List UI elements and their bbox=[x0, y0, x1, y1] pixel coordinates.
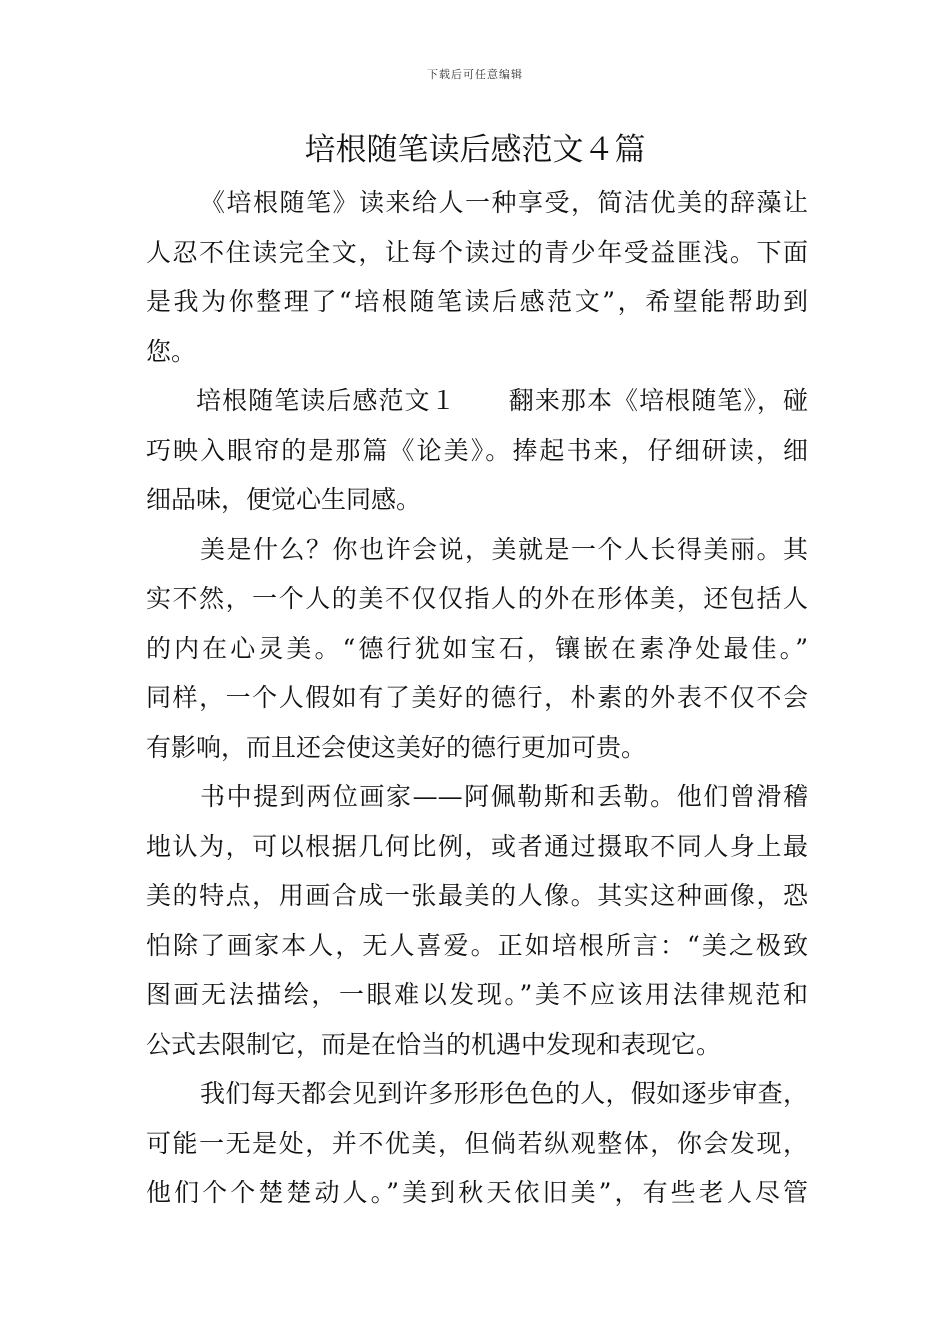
body-line: 美是什么？你也许会说，美就是一个人长得美丽。其 bbox=[200, 534, 808, 564]
document-body bbox=[146, 178, 808, 1218]
body-line: 《培根随笔》读来给人一种享受，简洁优美的辞藻让 bbox=[200, 188, 808, 217]
body-line: 同样，一个人假如有了美好的德行，朴素的外表不仅不会 bbox=[146, 683, 808, 712]
body-line: 公式去限制它，而是在恰当的机遇中发现和表现它。 bbox=[146, 1029, 722, 1059]
body-line: 可能一无是处，并不优美，但倘若纵观整体，你会发现， bbox=[146, 1128, 808, 1158]
body-line: 有影响，而且还会使这美好的德行更加可贵。 bbox=[146, 732, 647, 762]
body-line: 实不然，一个人的美不仅仅指人的外在形体美，还包括人 bbox=[146, 584, 808, 613]
body-line: 怕除了画家本人，无人喜爱。正如培根所言：“美之极致 bbox=[146, 930, 808, 960]
body-line: 美的特点，用画合成一张最美的人像。其实这种画像，恐 bbox=[146, 881, 808, 910]
body-line: 他们个个楚楚动人。”美到秋天依旧美”，有些老人尽管 bbox=[146, 1178, 808, 1207]
body-line: 细品味，便觉心生同感。 bbox=[146, 485, 422, 514]
body-line: 图画无法描绘，一眼难以发现。”美不应该用法律规范和 bbox=[146, 980, 808, 1009]
page-header-note: 下载后可任意编辑 bbox=[427, 68, 523, 81]
body-line: 巧映入眼帘的是那篇《论美》。捧起书来，仔细研读，细 bbox=[146, 435, 808, 465]
body-line: 培根随笔读后感范文１ 翻来那本《培根随笔》，碰 bbox=[196, 386, 808, 415]
body-line: 人忍不住读完全文，让每个读过的青少年受益匪浅。下面 bbox=[146, 237, 808, 267]
body-line: 是我为你整理了“培根随笔读后感范文”，希望能帮助到 bbox=[146, 287, 808, 316]
document-title: 培根随笔读后感范文４篇 bbox=[304, 132, 646, 168]
body-line: 您。 bbox=[146, 336, 197, 366]
body-line: 地认为，可以根据几何比例，或者通过摄取不同人身上最 bbox=[146, 831, 808, 861]
body-line: 的内在心灵美。“德行犹如宝石，镶嵌在素净处最佳。” bbox=[146, 633, 808, 663]
body-line: 书中提到两位画家——阿佩勒斯和丢勒。他们曾滑稽 bbox=[200, 782, 808, 811]
body-line: 我们每天都会见到许多形形色色的人，假如逐步审查， bbox=[200, 1079, 808, 1108]
